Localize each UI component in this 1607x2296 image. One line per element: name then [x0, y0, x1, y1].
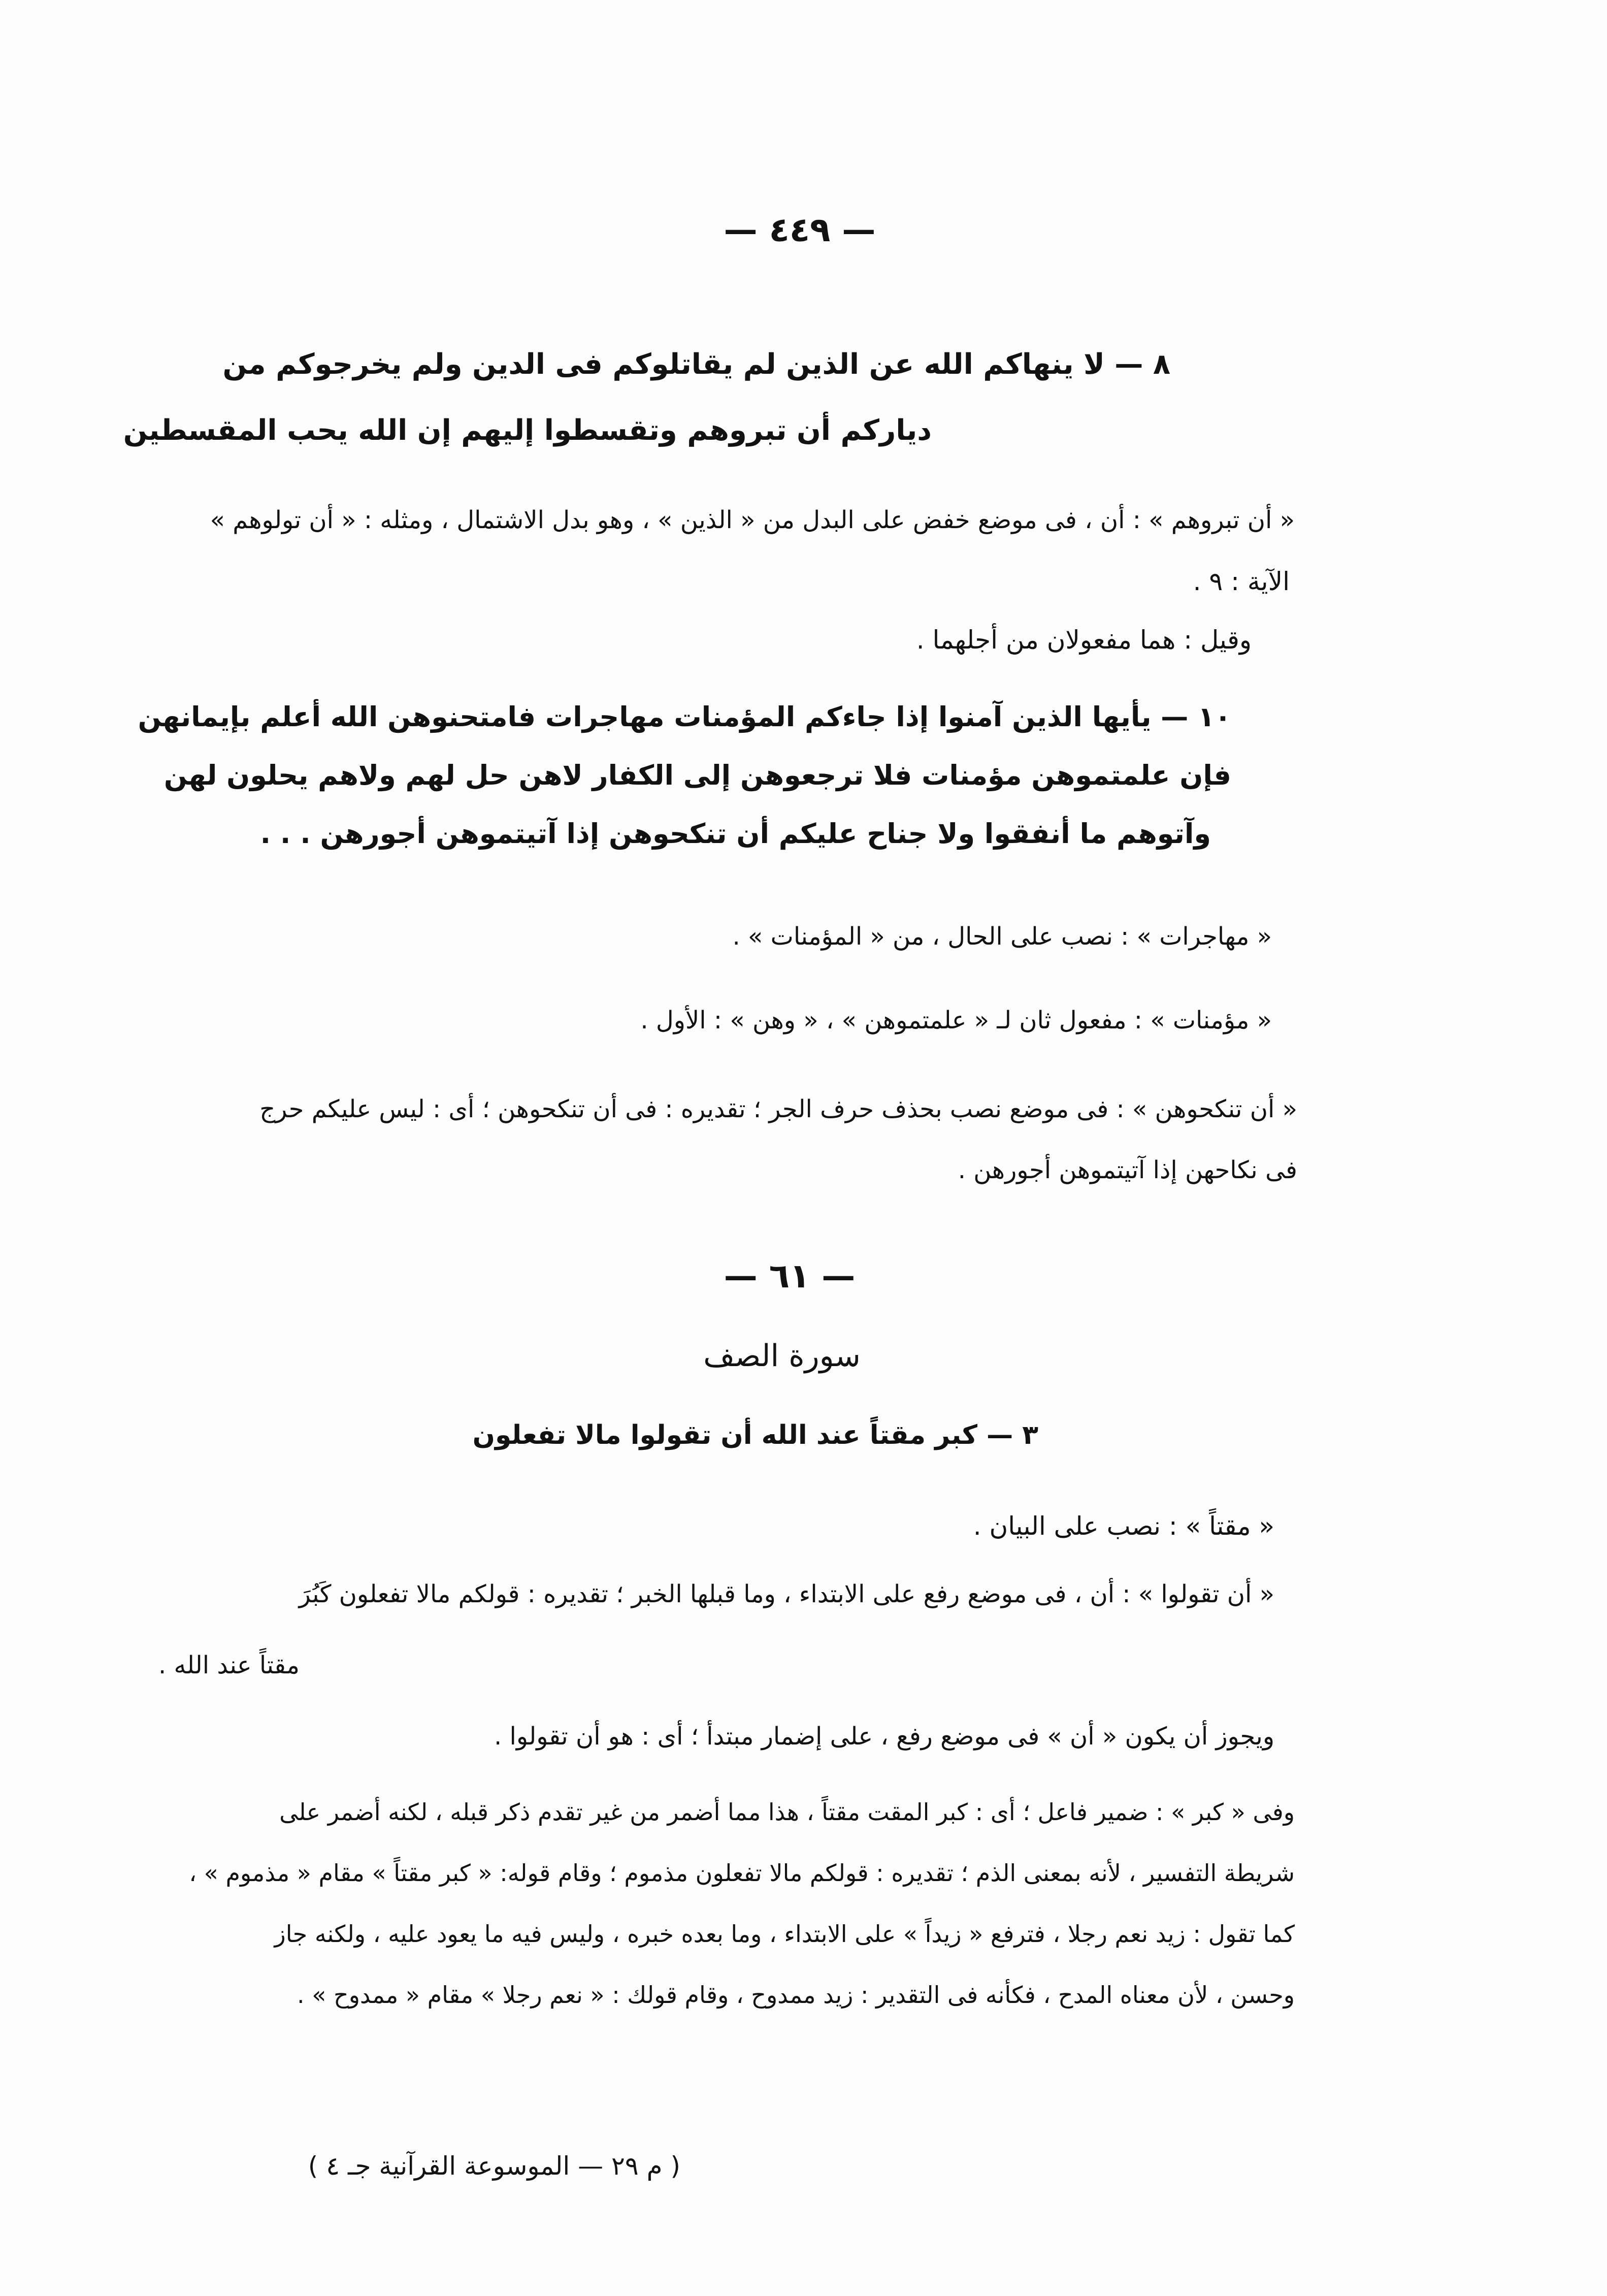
commentary-3-line-7: كما تقول : زيد نعم رجلا ، فترفع « زيداً » على الابتداء ، وما بعده خبره ، وليس فيه ما يعود عليه ، ولكنه جاز — [274, 1920, 1295, 1948]
verse-10-line-1: ١٠ — يأيها الذين آمنوا إذا جاءكم المؤمنات مهاجرات فامتحنوهن الله أعلم بإيمانهن — [138, 701, 1231, 733]
commentary-8-line-3: وقيل : هما مفعولان من أجلهما . — [916, 625, 1252, 655]
commentary-10-line-1: « مهاجرات » : نصب على الحال ، من « المؤمنات » . — [732, 922, 1272, 951]
commentary-10-line-3: « أن تنكحوهن » : فى موضع نصب بحذف حرف الجر ؛ تقديره : فى أن تنكحوهن ؛ أى : ليس عليكم حرج — [259, 1095, 1297, 1123]
commentary-3-line-3: مقتاً عند الله . — [158, 1651, 300, 1679]
commentary-3-line-6: شريطة التفسير ، لأنه بمعنى الذم ؛ تقديره : قولكم مالا تفعلون مذموم ؛ وقام قوله: « كبر مقتاً » مقام « مذموم » ، — [189, 1859, 1295, 1887]
commentary-8-line-2: الآية : ٩ . — [1193, 567, 1290, 596]
page-number: — ٤٤٩ — — [724, 210, 876, 249]
footnote: ( م ٢٩ — الموسوعة القرآنية جـ ٤ ) — [308, 2151, 680, 2181]
commentary-3-line-8: وحسن ، لأن معناه المدح ، فكأنه فى التقدير : زيد ممدوح ، وقام قولك : « نعم رجلا » مقام « ممدوح » . — [297, 1981, 1295, 2009]
commentary-3-line-1: « مقتاً » : نصب على البيان . — [973, 1511, 1274, 1541]
commentary-3-line-2: « أن تقولوا » : أن ، فى موضع رفع على الابتداء ، وما قبلها الخبر ؛ تقديره : قولكم مالا تفعلون كَبُرَ — [299, 1580, 1274, 1608]
sura-number: — ٦١ — — [724, 1256, 856, 1296]
verse-10-line-2: فإن علمتموهن مؤمنات فلا ترجعوهن إلى الكفار لاهن حل لهم ولاهم يحلون لهن — [163, 759, 1231, 791]
commentary-3-line-5: وفى « كبر » : ضمير فاعل ؛ أى : كبر المقت مقتاً ، هذا مما أضمر من غير تقدم ذكر قبله ، لكنه أضمر على — [279, 1798, 1295, 1826]
verse-8-line-2: دياركم أن تبروهم وتقسطوا إليهم إن الله يحب المقسطين — [123, 414, 932, 447]
sura-title: سورة الصف — [703, 1338, 861, 1374]
verse-10-line-3: وآتوهم ما أنفقوا ولا جناح عليكم أن تنكحوهن إذا آتيتموهن أجورهن . . . — [260, 818, 1211, 850]
commentary-8-line-1: « أن تبروهم » : أن ، فى موضع خفض على البدل من « الذين » ، وهو بدل الاشتمال ، ومثله : « أن تولوهم » — [210, 506, 1295, 534]
commentary-10-line-2: « مؤمنات » : مفعول ثان لـ « علمتموهن » ، « وهن » : الأول . — [640, 1006, 1272, 1034]
verse-3-line-1: ٣ — كبر مقتاً عند الله أن تقولوا مالا تفعلون — [472, 1420, 1038, 1450]
verse-8-line-1: ٨ — لا ينهاكم الله عن الذين لم يقاتلوكم فى الدين ولم يخرجوكم من — [222, 348, 1170, 381]
commentary-3-line-4: ويجوز أن يكون « أن » فى موضع رفع ، على إضمار مبتدأ ؛ أى : هو أن تقولوا . — [494, 1722, 1274, 1751]
commentary-10-line-4: فى نكاحهن إذا آتيتموهن أجورهن . — [958, 1156, 1297, 1184]
